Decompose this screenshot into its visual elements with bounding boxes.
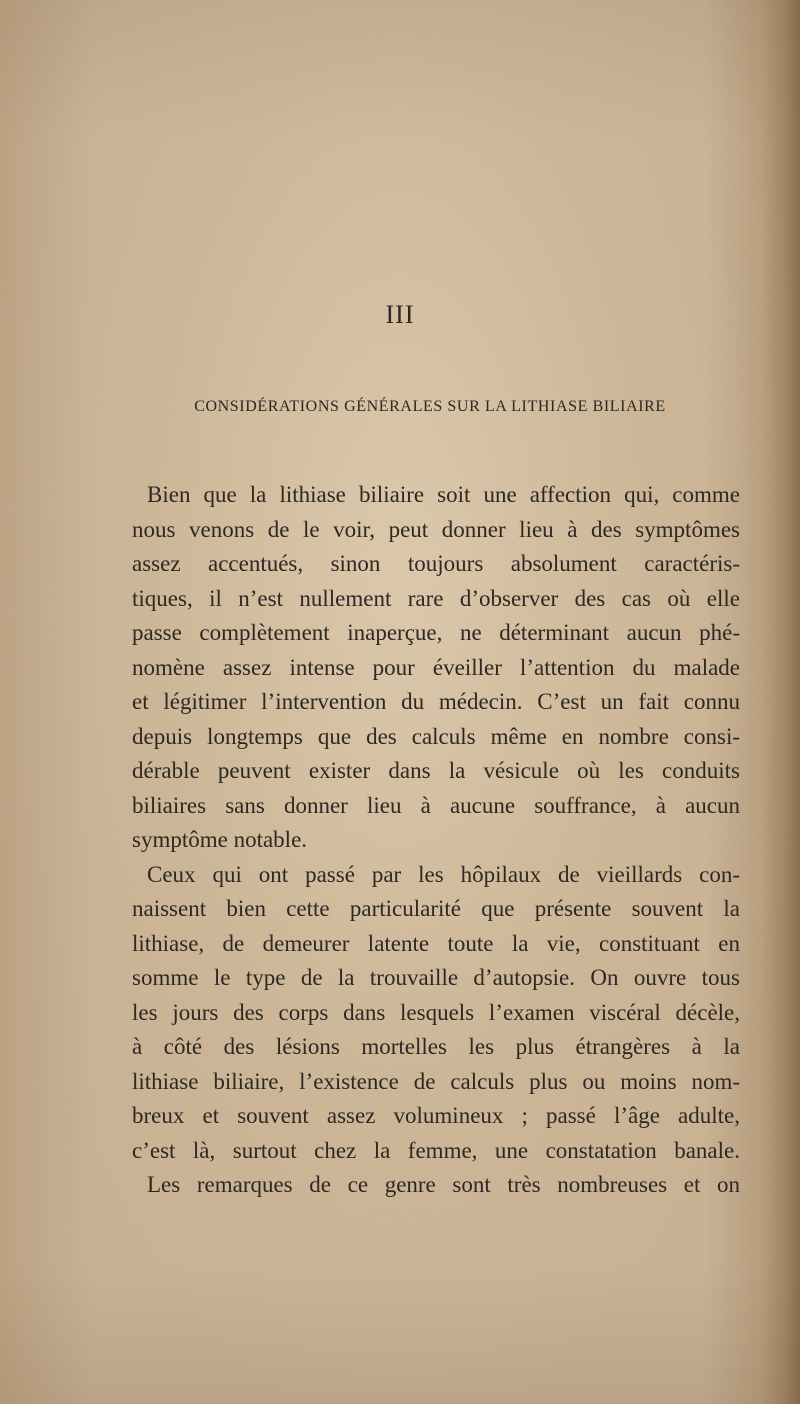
- text-line: Les remarques de ce genre sont très nombreuses et on: [147, 1172, 740, 1197]
- text-line: lithiase biliaire, l’existence de calculs plus ou moins nom-: [132, 1068, 740, 1094]
- text-line: passe complètement inaperçue, ne déterminant aucun phé-: [132, 620, 740, 645]
- text-line: nomène assez intense pour éveiller l’attention du malade: [132, 654, 740, 680]
- text-line: dérable peuvent exister dans la vésicule où les conduits: [132, 758, 740, 783]
- body-text: [132, 478, 740, 1203]
- text-line: depuis longtemps que des calculs même en nombre consi-: [132, 723, 740, 749]
- text-line: Ceux qui ont passé par les hôpilaux de vieillards con-: [147, 861, 740, 887]
- page-edge-shadow: [762, 0, 800, 1404]
- text-line: somme le type de la trouvaille d’autopsie. On ouvre tous: [132, 965, 740, 990]
- text-line: lithiase, de demeurer latente toute la vie, constituant en: [132, 930, 740, 956]
- text-line: breux et souvent assez volumineux ; passé l’âge adulte,: [132, 1103, 740, 1128]
- chapter-number: III: [385, 300, 415, 329]
- text-line: tiques, il n’est nullement rare d’observer des cas où elle: [132, 585, 740, 611]
- text-line: biliaires sans donner lieu à aucune souffrance, à aucun: [132, 792, 740, 818]
- paragraph-2: [132, 858, 740, 1203]
- chapter-title: CONSIDÉRATIONS GÉNÉRALES SUR LA LITHIASE BILIAIRE: [194, 398, 666, 415]
- text-line: Bien que la lithiase biliaire soit une affection qui, comme: [147, 482, 740, 507]
- text-line: naissent bien cette particularité que présente souvent la: [132, 896, 740, 921]
- text-line: c’est là, surtout chez la femme, une constatation banale.: [132, 1137, 740, 1163]
- text-line: symptôme notable.: [132, 827, 308, 852]
- paragraph-1: [132, 478, 740, 858]
- text-line: à côté des lésions mortelles les plus étrangères à la: [132, 1034, 740, 1059]
- text-line: assez accentués, sinon toujours absolument caractéris-: [132, 551, 740, 576]
- text-line: et légitimer l’intervention du médecin. C’est un fait connu: [132, 689, 740, 714]
- text-line: les jours des corps dans lesquels l’examen viscéral décèle,: [132, 999, 740, 1025]
- text-line: nous venons de le voir, peut donner lieu à des symptômes: [132, 516, 740, 542]
